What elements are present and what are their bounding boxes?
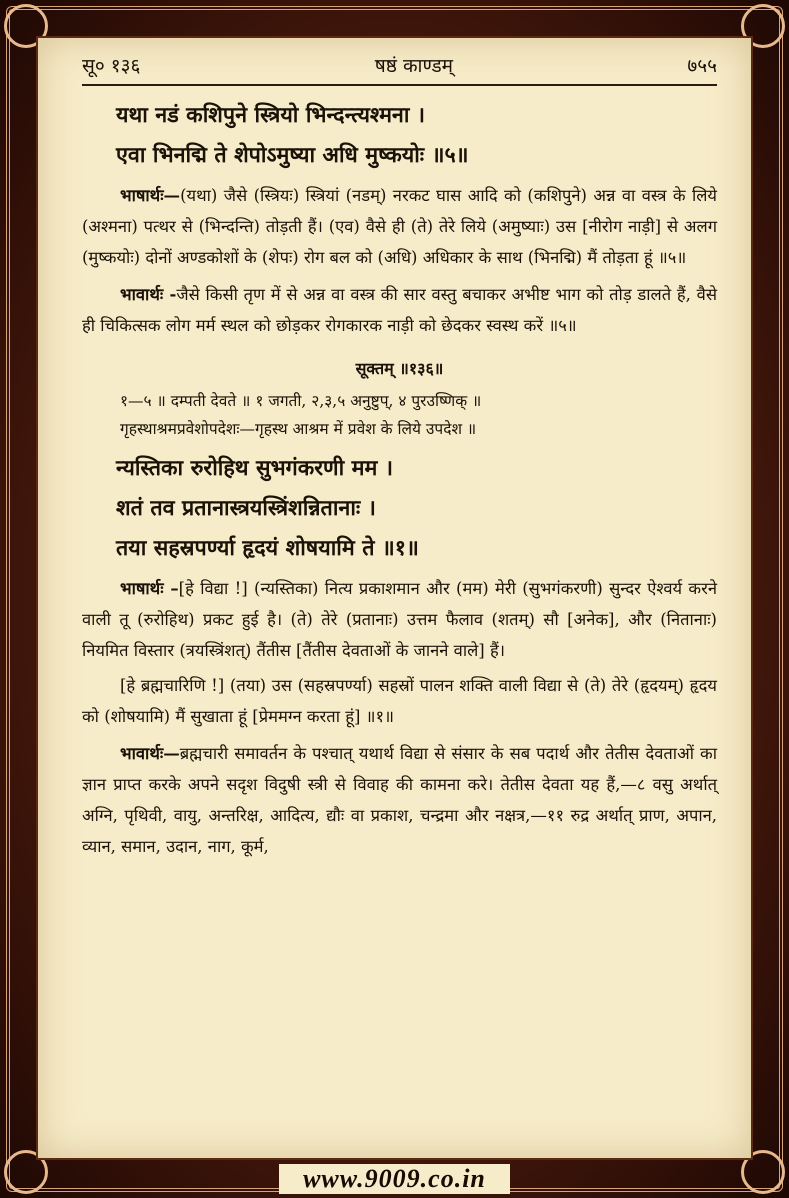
bhavartha-text: ब्रह्मचारी समावर्तन के पश्चात् यथार्थ विद्या से संसार के सब पदार्थ और तेतीस देवताओं का ज्ञान प्राप्त करके अपने सदृश विदुषी स्त्री से विवाह की कामना करे। तेतीस देवता यह हैं,—८ वसु अर्थात् अग्नि, पृथिवी, वायु, अन्तरिक्ष, आदित्य, द्यौः वा प्रकाश, चन्द्रमा और नक्षत्र,—११ रुद्र अर्थात् प्राण, अपान, व्यान, समान, उदान, नाग, कूर्म, bbox=[82, 744, 717, 856]
document-page bbox=[36, 36, 753, 1160]
page-number: ७५५ bbox=[687, 55, 717, 77]
bhavartha-label: भावार्थः - bbox=[120, 285, 177, 304]
upadesha-line: गृहस्थाश्रमप्रवेशोपदेशः—गृहस्थ आश्रम में प्रवेश के लिये उपदेश ॥ bbox=[120, 420, 477, 438]
kanda-title: षष्ठं काण्डम् bbox=[374, 55, 454, 77]
mantra-line: एवा भिनद्मि ते शेपोऽमुष्या अधि मुष्कयोः ॥५॥ bbox=[116, 143, 469, 168]
mantra-line: शतं तव प्रतानास्त्रयस्त्रिंशन्नितानाः । bbox=[116, 496, 376, 521]
bhashartha-paragraph bbox=[82, 573, 717, 666]
bhashartha-label: भाषार्थः— bbox=[120, 186, 181, 205]
bhashartha-continuation: [हे ब्रह्मचारिणि !] (तया) उस (सहस्रपर्ण्या) सहस्रों पालन शक्ति वाली विद्या से (ते) तेरे (हृदयम्) हृदय को (शोषयामि) मैं सुखाता हूं [प्रेममग्न करता हूं] ॥१॥ bbox=[82, 676, 717, 726]
website-watermark bbox=[0, 1160, 789, 1198]
bhavartha-paragraph bbox=[82, 738, 717, 862]
bhavartha-text: जैसे किसी तृण में से अन्न वा वस्त्र की सार वस्तु बचाकर अभीष्ट भाग को तोड़ डालते हैं, वैसे ही चिकित्सक लोग मर्म स्थल को छोड़कर रोगकारक नाड़ी को छेदकर स्वस्थ करें ॥५॥ bbox=[82, 285, 717, 335]
bhavartha-paragraph bbox=[82, 279, 717, 341]
running-header bbox=[82, 52, 717, 86]
devata-line: १—५ ॥ दम्पती देवते ॥ १ जगती, २,३,५ अनुष्टुप्, ४ पुरउष्णिक् ॥ bbox=[120, 392, 482, 410]
bhashartha-text: [हे विद्या !] (न्यस्तिका) नित्य प्रकाशमान और (मम) मेरी (सुभगंकरणी) सुन्दर ऐश्वर्य करने वाली तू (रुरोहिथ) प्रकट हुई है। (ते) तेरे (प्रतानाः) उत्तम फैलाव (शतम्) सौ [अनेक], और (नितानाः) नियमित विस्तार (त्रयस्त्रिंशत्) तैंतीस [तैंतीस देवताओं के जानने वाले] हैं। bbox=[82, 579, 717, 660]
bhashartha-paragraph bbox=[82, 180, 717, 273]
bhashartha-text: (यथा) जैसे (स्त्रियः) स्त्रियां (नडम्) नरकट घास आदि को (कशिपुने) अन्न वा वस्त्र के लिये (अश्मना) पत्थर से (भिन्दन्ति) तोड़ती हैं। (एव) वैसे ही (ते) तेरे लिये (अमुष्याः) उस [नीरोग नाड़ी] से अलग (मुष्कयोः) दोनों अण्डकोशों के (शेपः) रोग बल को (अधि) अधिकार के साथ (भिनद्मि) मैं तोड़ता हूं ॥५॥ bbox=[82, 186, 717, 267]
bhavartha-label: भावार्थः— bbox=[120, 744, 180, 763]
mantra-line: यथा नडं कशिपुने स्त्रियो भिन्दन्त्यश्मना । bbox=[116, 103, 426, 128]
sukta-number: सू० १३६ bbox=[82, 55, 141, 77]
bhashartha-label: भाषार्थः – bbox=[120, 579, 179, 598]
mantra-line: तया सहस्रपर्ण्या हृदयं शोषयामि ते ॥१॥ bbox=[116, 536, 419, 561]
sukta-title: सूक्तम् ॥१३६॥ bbox=[355, 359, 444, 378]
mantra-line: न्यस्तिका रुरोहिथ सुभगंकरणी मम । bbox=[116, 456, 393, 481]
website-url: www.9009.co.in bbox=[279, 1164, 510, 1194]
